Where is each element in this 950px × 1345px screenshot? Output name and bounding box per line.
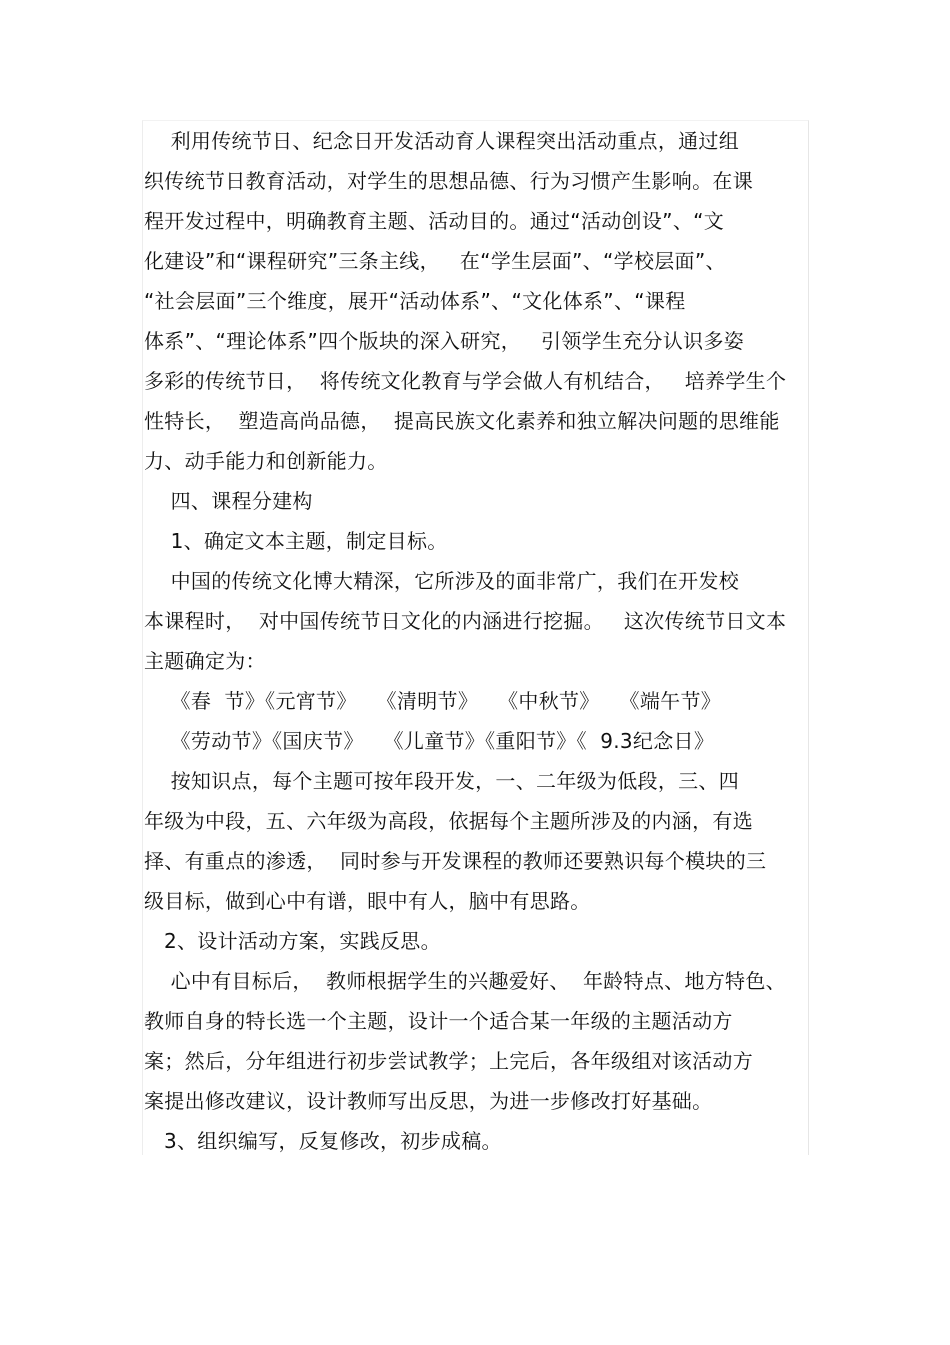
paragraph-line: 利用传统节日、纪念日开发活动育人课程突出活动重点，通过组 (144, 129, 740, 153)
paragraph-line: 体系”、“理论体系”四个版块的深入研究， 引领学生充分认识多姿 (144, 329, 745, 353)
paragraph-line: 年级为中段，五、六年级为高段，依据每个主题所涉及的内涵，有选 (144, 809, 753, 833)
paragraph-line: 级目标，做到心中有谱，眼中有人，脑中有思路。 (144, 889, 591, 913)
paragraph-line: “社会层面”三个维度，展开“活动体系”、“文化体系”、“课程 (144, 289, 686, 313)
text-frame (142, 120, 809, 1155)
festival-list-line: 《劳动节》《国庆节》 《儿童节》《重阳节》《 9.3纪念日》 (144, 729, 715, 753)
paragraph-line: 心中有目标后， 教师根据学生的兴趣爱好、 年龄特点、地方特色、 (144, 969, 786, 993)
paragraph-line: 案提出修改建议，设计教师写出反思，为进一步修改打好基础。 (144, 1089, 713, 1113)
paragraph-line: 化建设”和“课程研究”三条主线， 在“学生层面”、“学校层面”、 (144, 249, 726, 273)
paragraph-line: 按知识点，每个主题可按年段开发，一、二年级为低段，三、四 (144, 769, 740, 793)
paragraph-line: 中国的传统文化博大精深，它所涉及的面非常广，我们在开发校 (144, 569, 740, 593)
subsection-heading: 2、设计活动方案，实践反思。 (144, 929, 441, 953)
subsection-heading: 3、组织编写，反复修改，初步成稿。 (144, 1129, 502, 1153)
subsection-heading: 1、确定文本主题，制定目标。 (144, 529, 448, 553)
paragraph-line: 案；然后，分年组进行初步尝试教学；上完后，各年级组对该活动方 (144, 1049, 753, 1073)
festival-list-line: 《春 节》《元宵节》 《清明节》 《中秋节》 《端午节》 (144, 689, 722, 713)
paragraph-line: 教师自身的特长选一个主题，设计一个适合某一年级的主题活动方 (144, 1009, 733, 1033)
paragraph-line: 程开发过程中，明确教育主题、活动目的。通过“活动创设”、“文 (144, 209, 725, 233)
paragraph-line: 本课程时， 对中国传统节日文化的内涵进行挖掘。 这次传统节日文本 (144, 609, 787, 633)
section-heading: 四、课程分建构 (144, 489, 313, 513)
paragraph-line: 力、动手能力和创新能力。 (144, 449, 388, 473)
paragraph-line: 织传统节日教育活动，对学生的思想品德、行为习惯产生影响。在课 (144, 169, 753, 193)
paragraph-line: 择、有重点的渗透， 同时参与开发课程的教师还要熟识每个模块的三 (144, 849, 767, 873)
paragraph-line: 性特长， 塑造高尚品德， 提高民族文化素养和独立解决问题的思维能 (144, 409, 780, 433)
paragraph-line: 主题确定为： (144, 649, 266, 673)
paragraph-line: 多彩的传统节日， 将传统文化教育与学会做人有机结合， 培养学生个 (144, 369, 787, 393)
